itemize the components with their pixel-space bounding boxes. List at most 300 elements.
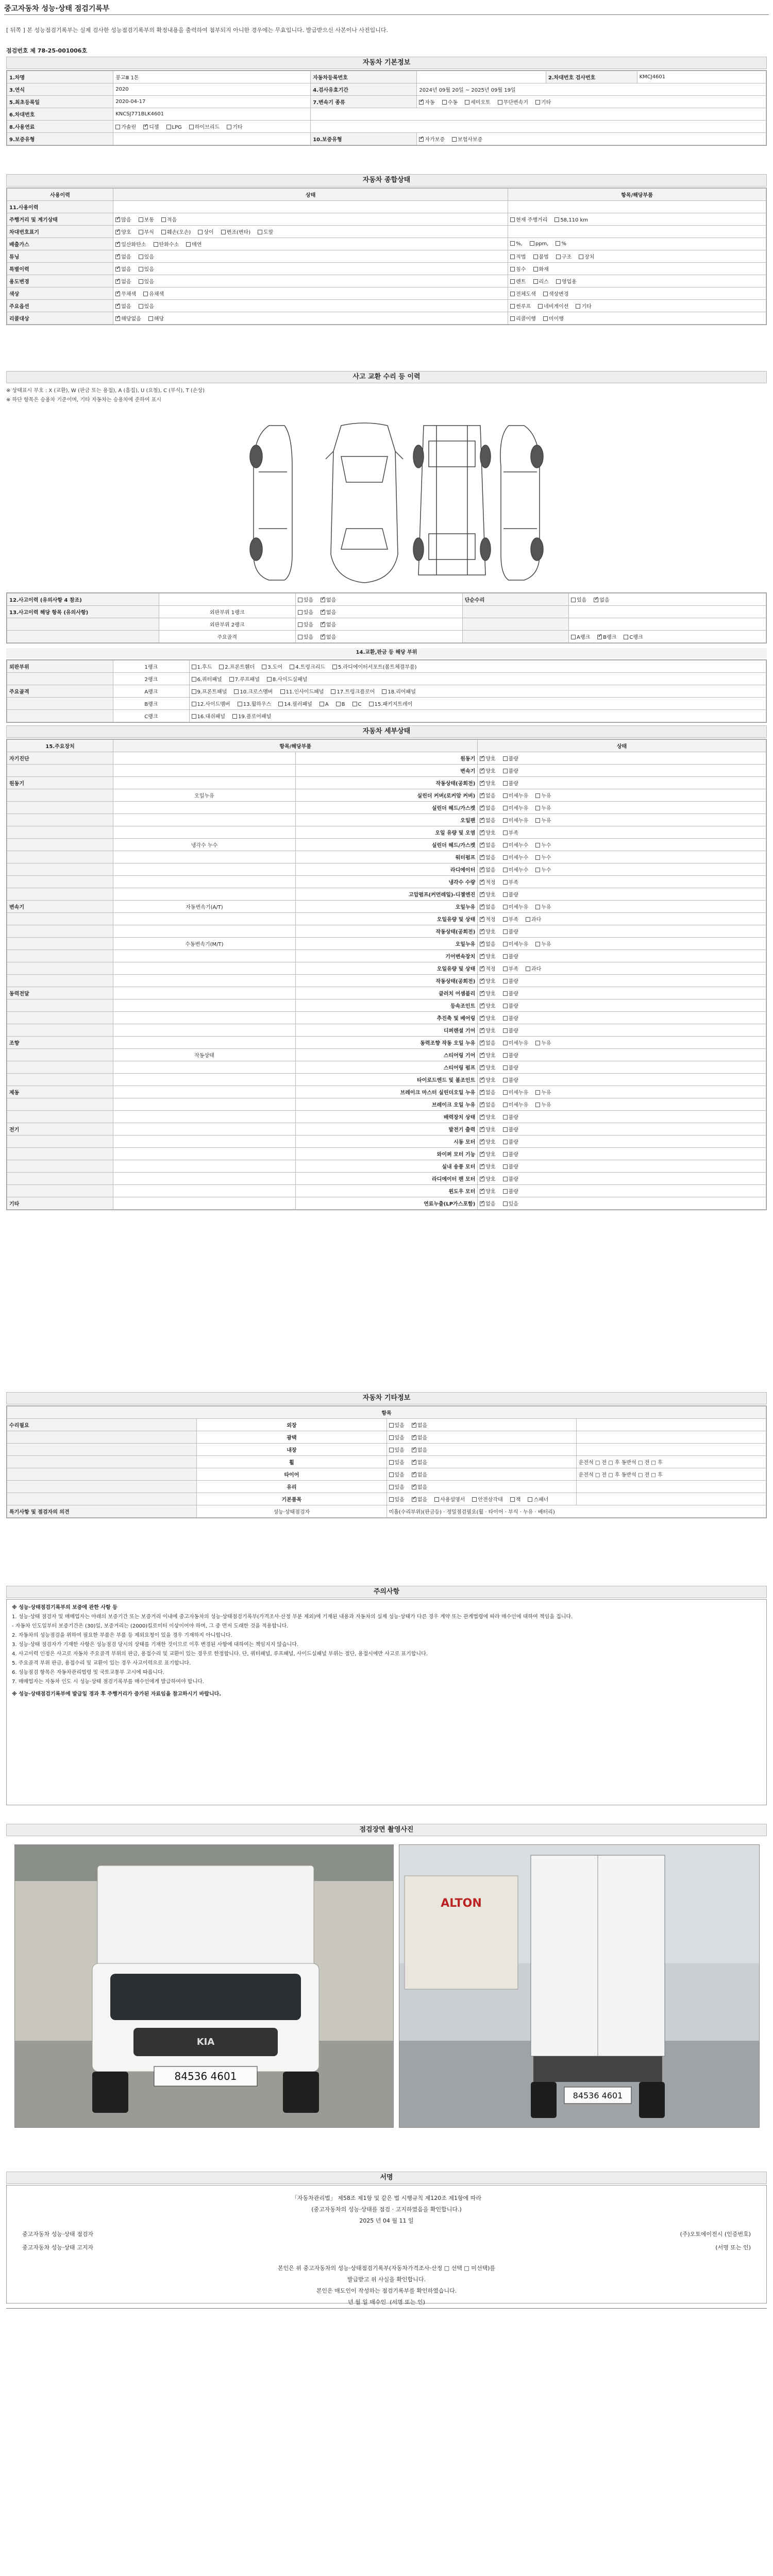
condition-detail: 전체도색 색상변경 <box>508 287 766 300</box>
detail-group <box>7 851 113 863</box>
condition-state: ✓ 무채색 유채색 <box>113 287 508 300</box>
checkbox <box>290 665 294 669</box>
parts-row <box>7 673 766 685</box>
basic-label-2: 자동차등록번호 <box>311 71 417 83</box>
detail-sub <box>113 888 296 901</box>
detail-item: 작동상태(공회전) <box>295 925 478 938</box>
detail-group <box>7 1074 113 1086</box>
basic-value: 2020 <box>113 83 311 96</box>
accident-label <box>7 618 159 631</box>
detail-item: 와이퍼 모터 기능 <box>295 1148 478 1160</box>
parts-rank: B랭크 <box>113 698 189 710</box>
detail-row <box>7 999 766 1012</box>
basic-row <box>7 83 766 96</box>
checkbox <box>412 1448 416 1452</box>
detail-state: ✓ 양호 불량 <box>478 987 766 999</box>
checkbox <box>480 892 484 897</box>
checkbox <box>412 1497 416 1502</box>
detail-row <box>7 938 766 950</box>
detail-state: ✓ 양호 불량 <box>478 975 766 987</box>
other-header: 항목 <box>7 1406 766 1419</box>
checkbox <box>192 689 196 694</box>
note-item: - 자동차 인도일부터 보증기간은 (30)일, 보증거리는 (2000)킬로미터 이상이어야 하며, 그 중 먼저 도래한 것을 적용합니다. <box>12 1623 289 1629</box>
checkbox <box>298 598 303 602</box>
detail-group <box>7 1024 113 1037</box>
checkbox <box>382 689 386 694</box>
condition-state: ✓ 없음 있음 <box>113 275 508 287</box>
other-state: 있음✓ 없음 사용설명서 안전삼각대 잭 스패너 <box>386 1493 576 1505</box>
checkbox <box>161 217 166 222</box>
checkbox <box>227 125 231 129</box>
car-right-side-view <box>500 426 543 580</box>
detail-group <box>7 765 113 777</box>
checkbox <box>143 292 148 296</box>
other-group <box>7 1481 197 1493</box>
checkbox <box>412 1435 416 1440</box>
notes-closing: ※ 성능·상태점검기록부에 발급일 경과 후 주행거리가 증가된 자료임을 참고하시기 바랍니다. <box>12 1691 222 1697</box>
detail-row <box>7 752 766 765</box>
parts-rank: C랭크 <box>113 710 189 722</box>
detail-item: 오일유량 및 상태 <box>295 962 478 975</box>
condition-state: ✓ 없음 있음 <box>113 250 508 263</box>
detail-row <box>7 1061 766 1074</box>
page-end-rule <box>6 2308 767 2313</box>
checkbox <box>503 818 508 823</box>
checkbox <box>480 1041 484 1045</box>
checkbox <box>161 230 166 234</box>
rear-truck-image <box>399 1845 760 2128</box>
condition-state: ✓ 없음 있음 <box>113 300 508 312</box>
detail-group <box>7 826 113 839</box>
buyer-value: (서명 또는 인) <box>390 2299 425 2306</box>
detail-row <box>7 925 766 938</box>
checkbox <box>186 242 191 247</box>
condition-row <box>7 226 766 238</box>
other-state: 있음✓ 없음 <box>386 1481 576 1493</box>
checkbox <box>556 279 561 284</box>
checkbox <box>480 818 484 823</box>
checkbox <box>503 991 508 996</box>
car-frame-view <box>413 426 491 575</box>
checkbox <box>480 868 484 872</box>
detail-item: 브레이크 오일 누유 <box>295 1098 478 1111</box>
checkbox <box>480 880 484 885</box>
checkbox <box>503 954 508 959</box>
detail-item: 스티어링 펌프 <box>295 1061 478 1074</box>
checkbox <box>533 279 538 284</box>
checkbox <box>480 1177 484 1181</box>
detail-sub: 오일누유 <box>113 789 296 802</box>
checkbox <box>503 1140 508 1144</box>
front-truck-photo <box>14 1844 394 2128</box>
detail-state: ✓ 없음 미세누유 누유 <box>478 938 766 950</box>
accident-label-2: 단순수리 <box>462 594 568 606</box>
checkbox <box>480 1189 484 1194</box>
checkbox <box>192 702 196 706</box>
checkbox <box>503 1115 508 1120</box>
checkbox <box>510 1497 515 1502</box>
detail-sub: 자동변속기(A/T) <box>113 901 296 913</box>
dealer-value: (서명 또는 인) <box>715 2244 751 2251</box>
car-diagram <box>6 415 767 585</box>
other-item: 휠 <box>197 1456 386 1468</box>
detail-item: 디퍼렌셜 기어 <box>295 1024 478 1037</box>
detail-state: ✓ 없음 미세누수 누수 <box>478 851 766 863</box>
other-group <box>7 1493 197 1505</box>
parts-group: 외판부위 <box>7 660 113 673</box>
condition-label: 주요옵션 <box>7 300 113 312</box>
detail-group: 전기 <box>7 1123 113 1136</box>
checkbox <box>480 769 484 773</box>
other-row <box>7 1444 766 1456</box>
checkbox <box>503 892 508 897</box>
checkbox <box>115 217 120 222</box>
detail-item: 윈도우 모터 <box>295 1185 478 1197</box>
detail-state: ✓ 없음 미세누유 누유 <box>478 802 766 814</box>
parts-row <box>7 660 766 673</box>
other-section-title: 자동차 기타정보 <box>6 1392 767 1404</box>
note-item: 3. 성능·상태 점검자가 기재한 사항은 성능점검 당시의 상태를 기재한 것이므로 이후 변경된 사항에 대하여는 책임지지 않습니다. <box>12 1642 299 1648</box>
checkbox <box>115 279 120 284</box>
condition-header: 상태 <box>113 189 508 201</box>
detail-item: 오일유량 및 상태 <box>295 913 478 925</box>
detail-sub: 수동변속기(M/T) <box>113 938 296 950</box>
other-extra <box>576 1419 766 1431</box>
detail-group: 동력전달 <box>7 987 113 999</box>
detail-sub <box>113 1197 296 1210</box>
condition-row <box>7 287 766 300</box>
accident-label <box>7 631 159 643</box>
detail-row <box>7 789 766 802</box>
rear-plate-text: 84536 4601 <box>573 2091 623 2100</box>
detail-item: 실린더 헤드/가스켓 <box>295 839 478 851</box>
checkbox <box>298 635 303 639</box>
signature-date: 2025 년 04 월 11 일 <box>359 2217 414 2224</box>
other-extra <box>576 1431 766 1444</box>
checkbox <box>480 1201 484 1206</box>
checkbox <box>452 137 457 142</box>
signature-section-title: 서명 <box>6 2172 767 2184</box>
checkbox <box>503 1103 508 1107</box>
checkbox <box>571 598 576 602</box>
condition-detail: 렌트 리스 영업용 <box>508 275 766 287</box>
detail-group: 조향 <box>7 1037 113 1049</box>
signature-text-3: 본인은 위 중고자동차의 성능·상태점검기록부(자동차가격조사·산정 □ 선택 □ 미선택)를 <box>277 2265 496 2272</box>
other-group <box>7 1431 197 1444</box>
detail-state: ✓ 양호 불량 <box>478 777 766 789</box>
detail-state: ✓ 없음 미세누유 누유 <box>478 1098 766 1111</box>
signature-text-1: 「자동차관리법」 제58조 제1항 및 같은 법 시행규칙 제120조 제1항에 따라 <box>291 2195 482 2201</box>
detail-group <box>7 1049 113 1061</box>
checkbox <box>298 622 303 627</box>
checkbox <box>597 635 602 639</box>
detail-sub <box>113 975 296 987</box>
accident-diagram-area <box>6 384 767 590</box>
opinion-row <box>7 1505 766 1518</box>
detail-item: 오일 유량 및 오염 <box>295 826 478 839</box>
detail-sub <box>113 1086 296 1098</box>
condition-detail: 리콜이행 미이행 <box>508 312 766 325</box>
checkbox <box>503 1016 508 1021</box>
detail-sub <box>113 1160 296 1173</box>
condition-row <box>7 312 766 325</box>
detail-group <box>7 839 113 851</box>
checkbox <box>579 255 583 259</box>
detail-sub <box>113 1074 296 1086</box>
basic-section-title: 자동차 기본정보 <box>6 57 767 69</box>
condition-section-title: 자동차 종합상태 <box>6 174 767 187</box>
detail-group <box>7 975 113 987</box>
checkbox <box>503 1028 508 1033</box>
detail-item: 추진축 및 베어링 <box>295 1012 478 1024</box>
checkbox <box>503 1078 508 1082</box>
detail-group <box>7 1098 113 1111</box>
detail-sub <box>113 987 296 999</box>
detail-group <box>7 876 113 888</box>
checkbox <box>389 1423 394 1428</box>
detail-group <box>7 999 113 1012</box>
checkbox <box>543 316 548 321</box>
detail-group: 원동기 <box>7 777 113 789</box>
detail-sub <box>113 1037 296 1049</box>
detail-row <box>7 851 766 863</box>
other-row <box>7 1493 766 1505</box>
condition-row <box>7 238 766 250</box>
detail-sub <box>113 913 296 925</box>
checkbox <box>503 905 508 909</box>
other-group <box>7 1468 197 1481</box>
detail-item: 스티어링 기어 <box>295 1049 478 1061</box>
condition-row <box>7 250 766 263</box>
parts-items: 6.쿼터패널 7.루프패널 8.사이드실패널 <box>189 673 766 685</box>
note-item: 5. 주요골격 부위 판금, 용접수리 및 교환이 있는 경우 사고이력으로 표기합니다. <box>12 1660 191 1666</box>
detail-row <box>7 888 766 901</box>
checkbox <box>389 1485 394 1489</box>
checkbox <box>554 217 559 222</box>
checkbox <box>503 806 508 810</box>
checkbox <box>503 942 508 946</box>
detail-sub <box>113 950 296 962</box>
detail-item: 배력장치 상태 <box>295 1111 478 1123</box>
condition-label: 튜닝 <box>7 250 113 263</box>
detail-sub <box>113 802 296 814</box>
detail-group <box>7 938 113 950</box>
other-item: 타이어 <box>197 1468 386 1481</box>
parts-row <box>7 698 766 710</box>
accident-sub: 외판부위 2랭크 <box>159 618 295 631</box>
accident-sub: 외판부위 1랭크 <box>159 606 295 618</box>
checkbox <box>535 1103 540 1107</box>
page-title: 중고자동차 성능·상태 점검기록부 <box>4 5 110 13</box>
detail-state: ✓ 없음 미세누유 누유 <box>478 789 766 802</box>
detail-sub: 냉각수 누수 <box>113 839 296 851</box>
detail-row <box>7 962 766 975</box>
checkbox <box>298 610 303 615</box>
checkbox <box>258 230 262 234</box>
accident-label-2 <box>462 631 568 643</box>
checkbox <box>192 714 196 719</box>
checkbox <box>219 665 224 669</box>
basic-value-2: ✓ 자동 수동 세미오토 무단변속기 기타 <box>417 96 766 108</box>
front-brand-logo: KIA <box>196 2037 215 2047</box>
checkbox <box>480 855 484 860</box>
checkbox <box>480 929 484 934</box>
detail-group: 제동 <box>7 1086 113 1098</box>
detail-item: 작동상태(공회전) <box>295 777 478 789</box>
basic-label: 5.최초등록일 <box>7 96 113 108</box>
notes-heading: ※ 성능·상태점검기록부의 보증에 관한 사항 등 <box>12 1605 117 1611</box>
detail-row <box>7 1185 766 1197</box>
parts-row <box>7 710 766 722</box>
basic-label: 8.사용연료 <box>7 121 113 133</box>
detail-sub <box>113 1098 296 1111</box>
basic-value-2: ✓ 자가보증 보험사보증 <box>417 133 766 145</box>
checkbox <box>480 1090 484 1095</box>
detail-sub <box>113 1111 296 1123</box>
detail-row <box>7 777 766 789</box>
checkbox <box>115 230 120 234</box>
other-group: 수리필요 <box>7 1419 197 1431</box>
inspector-value: (주)오토에이전시 (인증번호) <box>680 2231 751 2238</box>
checkbox <box>480 1140 484 1144</box>
checkbox <box>503 917 508 922</box>
detail-state: ✓ 양호 불량 <box>478 765 766 777</box>
parts-items: 9.프론트패널 10.크로스멤버 11.인사이드패널 17.트렁크플로어 18.리어패널 <box>189 685 766 698</box>
checkbox <box>503 1053 508 1058</box>
detail-group: 기타 <box>7 1197 113 1210</box>
detail-row <box>7 987 766 999</box>
detail-header: 상태 <box>478 740 766 752</box>
detail-group <box>7 814 113 826</box>
detail-group <box>7 913 113 925</box>
detail-item: 냉각수 수량 <box>295 876 478 888</box>
detail-header: 항목/해당부품 <box>113 740 478 752</box>
parts-items: 16.대쉬패널 19.플로어패널 <box>189 710 766 722</box>
detail-state: ✓ 양호 불량 <box>478 1136 766 1148</box>
detail-row <box>7 975 766 987</box>
detail-sub <box>113 814 296 826</box>
parts-group: 주요골격 <box>7 685 113 698</box>
basic-label-2: 4.검사유효기간 <box>311 83 417 96</box>
checkbox <box>143 125 148 129</box>
condition-header: 항목/해당부품 <box>508 189 766 201</box>
basic-label: 9.보증유형 <box>7 133 113 145</box>
checkbox <box>503 1041 508 1045</box>
opinion-text: 미흡(수리부위)(판금등) · 정밀점검필요(휠 · 타이어 · 부식 · 누유 · 배터리) <box>386 1505 766 1518</box>
checkbox <box>480 806 484 810</box>
detail-group <box>7 950 113 962</box>
detail-state: ✓ 양호 불량 <box>478 1074 766 1086</box>
detail-section-title: 자동차 세부상태 <box>6 725 767 738</box>
note-item: 6. 성능점검 항목은 자동차관리법령 및 국토교통부 고시에 따릅니다. <box>12 1670 164 1675</box>
checkbox <box>510 241 515 246</box>
checkbox <box>510 279 515 284</box>
basic-label: 6.차대번호 <box>7 108 113 121</box>
checkbox <box>238 702 242 706</box>
condition-table <box>6 188 767 325</box>
checkbox <box>321 635 325 639</box>
detail-sub <box>113 1024 296 1037</box>
checkbox <box>503 1201 508 1206</box>
accident-legend: ※ 상태표시 부호 : X (교환), W (판금 또는 용접), A (흠집), U (요철), C (부식), T (손상) <box>6 388 205 394</box>
detail-state: ✓ 양호 불량 <box>478 999 766 1012</box>
detail-sub <box>113 752 296 765</box>
checkbox <box>535 1041 540 1045</box>
checkbox <box>556 241 560 246</box>
basic-label-2: 7.변속기 종류 <box>311 96 417 108</box>
condition-state: ✓ 많음 보통 적음 <box>113 213 508 226</box>
detail-sub <box>113 1185 296 1197</box>
detail-state: ✓ 없음 미세누유 누유 <box>478 814 766 826</box>
dealer-label: 중고자동차 성능·상태 고지자 <box>22 2244 94 2251</box>
page-notice: [ 뒤쪽 ] 본 성능점검기록부는 실제 검사한 성능점검기록부의 확정내용을 출력하여 첨부되지 아니한 경우에는 무효입니다. 발급받으신 사본이나 사진입니다. <box>6 27 388 33</box>
detail-group <box>7 1012 113 1024</box>
checkbox <box>221 230 226 234</box>
checkbox <box>594 598 598 602</box>
detail-state: ✓ 양호 불량 <box>478 1185 766 1197</box>
condition-detail: 적법 불법 구조 장치 <box>508 250 766 263</box>
checkbox <box>480 1164 484 1169</box>
checkbox <box>526 967 530 971</box>
detail-row <box>7 839 766 851</box>
checkbox <box>332 665 337 669</box>
checkbox <box>503 1004 508 1008</box>
parts-subtitle: 14.교환,판금 등 해당 부위 <box>6 648 767 658</box>
other-row <box>7 1456 766 1468</box>
detail-sub <box>113 851 296 863</box>
detail-item: 실내 송풍 모터 <box>295 1160 478 1173</box>
checkbox <box>139 267 143 272</box>
detail-sub <box>113 962 296 975</box>
checkbox <box>503 1127 508 1132</box>
condition-detail <box>508 201 766 213</box>
checkbox <box>503 979 508 984</box>
basic-row <box>7 71 766 83</box>
detail-state: ✓ 양호 불량 <box>478 950 766 962</box>
checkbox <box>503 1152 508 1157</box>
detail-item: 오일누유 <box>295 938 478 950</box>
detail-state: ✓ 양호 불량 <box>478 1012 766 1024</box>
detail-row <box>7 1098 766 1111</box>
checkbox <box>503 843 508 848</box>
detail-sub <box>113 765 296 777</box>
checkbox <box>480 917 484 922</box>
buyer-label: 년 월 일 매수인 <box>348 2299 386 2306</box>
checkbox <box>480 1103 484 1107</box>
checkbox <box>535 855 540 860</box>
basic-label: 3.연식 <box>7 83 113 96</box>
checkbox <box>389 1448 394 1452</box>
checkbox <box>472 1497 477 1502</box>
checkbox <box>278 702 283 706</box>
detail-state: ✓ 양호 부족 <box>478 826 766 839</box>
detail-sub <box>113 1061 296 1074</box>
checkbox <box>192 665 196 669</box>
checkbox <box>556 255 561 259</box>
checkbox <box>331 689 335 694</box>
condition-label: 용도변경 <box>7 275 113 287</box>
checkbox <box>480 967 484 971</box>
checkbox <box>510 304 515 309</box>
detail-group <box>7 1061 113 1074</box>
parts-items: 12.사이드멤버 13.휠하우스 14.필러패널 A B C 15.패키지트레이 <box>189 698 766 710</box>
checkbox <box>412 1460 416 1465</box>
front-truck-image <box>15 1845 394 2128</box>
basic-value: 2020-04-17 <box>113 96 311 108</box>
condition-header: 사용이력 <box>7 189 113 201</box>
other-group <box>7 1444 197 1456</box>
accident-sub <box>159 594 295 606</box>
